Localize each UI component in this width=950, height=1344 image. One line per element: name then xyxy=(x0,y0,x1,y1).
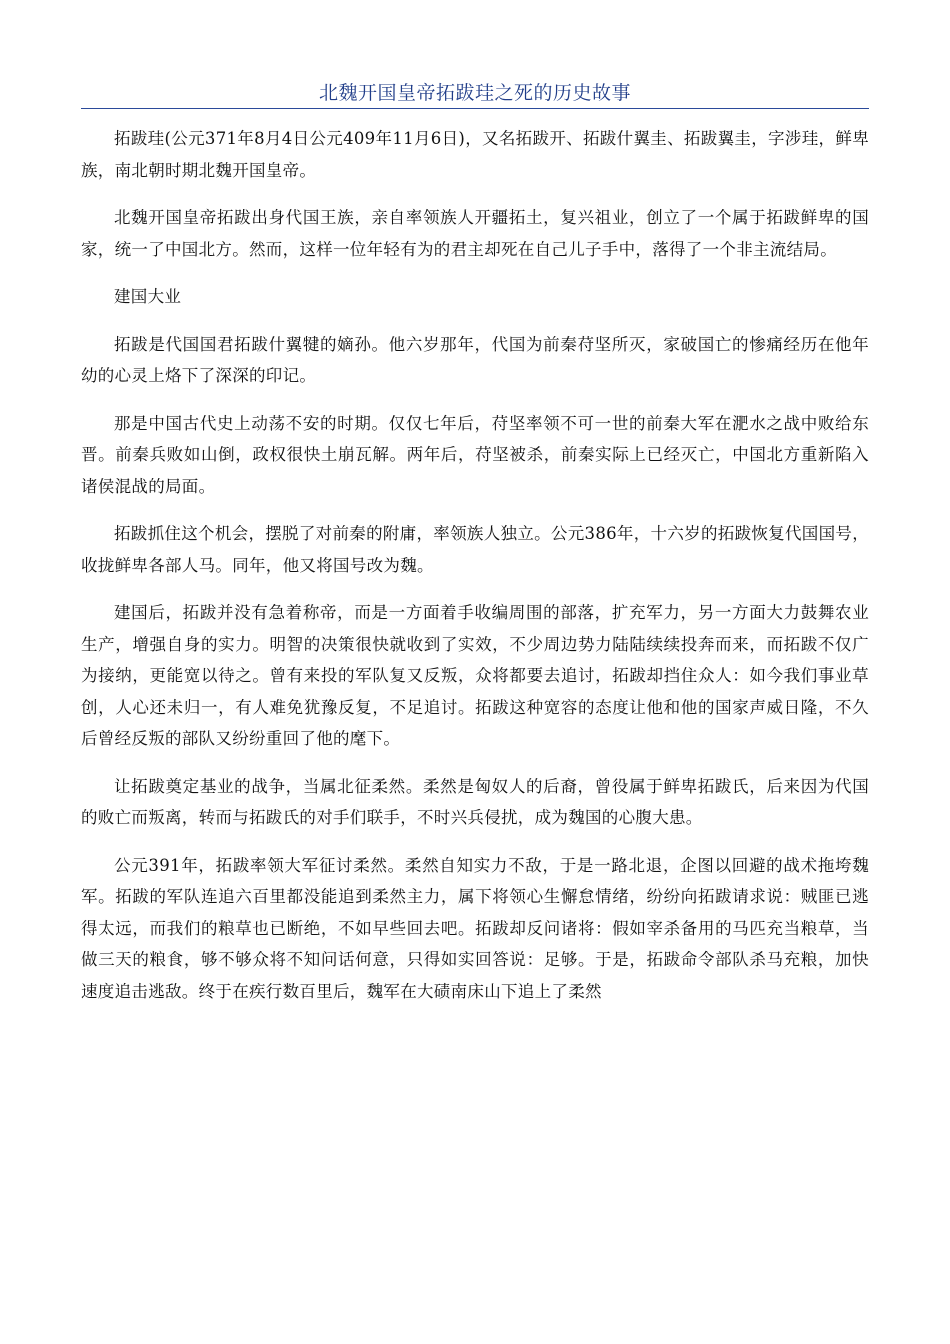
document-page xyxy=(81,0,869,1023)
section-heading: 建国大业 xyxy=(114,287,182,306)
paragraph-campaign: 公元391年，拓跋率领大军征讨柔然。柔然自知实力不敌，于是一路北退，企图以回避的战术拖垮魏军。拓跋的军队连追六百里都没能追到柔然主力，属下将领心生懈怠情绪，纷纷向拓跋请求说：贼匪已逃得太远，而我们的粮草也已断绝，不如早些回去吧。拓跋却反问诸将：假如宰杀备用的马匹充当粮草，当做三天的粮食，够不够众将不知问话何意，只得如实回答说：足够。于是，拓跋命令部队杀马充粮，加快速度追击逃敌。终于在疾行数百里后，魏军在大碛南床山下追上了柔然 xyxy=(81,855,869,1001)
paragraph-turmoil: 那是中国古代史上动荡不安的时期。仅仅七年后，苻坚率领不可一世的前秦大军在淝水之战中败给东晋。前秦兵败如山倒，政权很快土崩瓦解。两年后，苻坚被杀，前秦实际上已经灭亡，中国北方重新陷入诸侯混战的局面。 xyxy=(81,413,869,496)
paragraph-independence: 拓跋抓住这个机会，摆脱了对前秦的附庸，率领族人独立。公元386年，十六岁的拓跋恢复代国国号，收拢鲜卑各部人马。同年，他又将国号改为魏。 xyxy=(81,524,869,575)
paragraph-state-building: 建国后，拓跋并没有急着称帝，而是一方面着手收编周围的部落，扩充军力，另一方面大力鼓舞农业生产，增强自身的实力。明智的决策很快就收到了实效，不少周边势力陆陆续续投奔而来，而拓跋不仅广为接纳，更能宽以待之。曾有来投的军队复又反叛，众将都要去追讨，拓跋却挡住众人：如今我们事业草创，人心还未归一，有人难免犹豫反复，不足追讨。拓跋这种宽容的态度让他和他的国家声威日隆，不久后曾经反叛的部队又纷纷重回了他的麾下。 xyxy=(81,603,869,748)
paragraph-overview: 北魏开国皇帝拓跋出身代国王族，亲自率领族人开疆拓土，复兴祖业，创立了一个属于拓跋鲜卑的国家，统一了中国北方。然而，这样一位年轻有为的君主却死在自己儿子手中，落得了一个非主流结局。 xyxy=(81,208,869,259)
paragraph-childhood: 拓跋是代国国君拓跋什翼犍的嫡孙。他六岁那年，代国为前秦苻坚所灭，家破国亡的惨痛经历在他年幼的心灵上烙下了深深的印记。 xyxy=(81,334,869,385)
document-body xyxy=(81,123,869,1007)
page-header-title: 北魏开国皇帝拓跋珪之死的历史故事 xyxy=(318,82,631,104)
header-divider xyxy=(81,108,869,109)
paragraph-intro: 拓跋珪(公元371年8月4日公元409年11月6日)，又名拓跋开、拓跋什翼圭、拓跋翼圭，字涉珪，鲜卑族，南北朝时期北魏开国皇帝。 xyxy=(81,129,869,180)
paragraph-rouran: 让拓跋奠定基业的战争，当属北征柔然。柔然是匈奴人的后裔，曾役属于鲜卑拓跋氏，后来因为代国的败亡而叛离，转而与拓跋氏的对手们联手，不时兴兵侵扰，成为魏国的心腹大患。 xyxy=(81,776,869,827)
